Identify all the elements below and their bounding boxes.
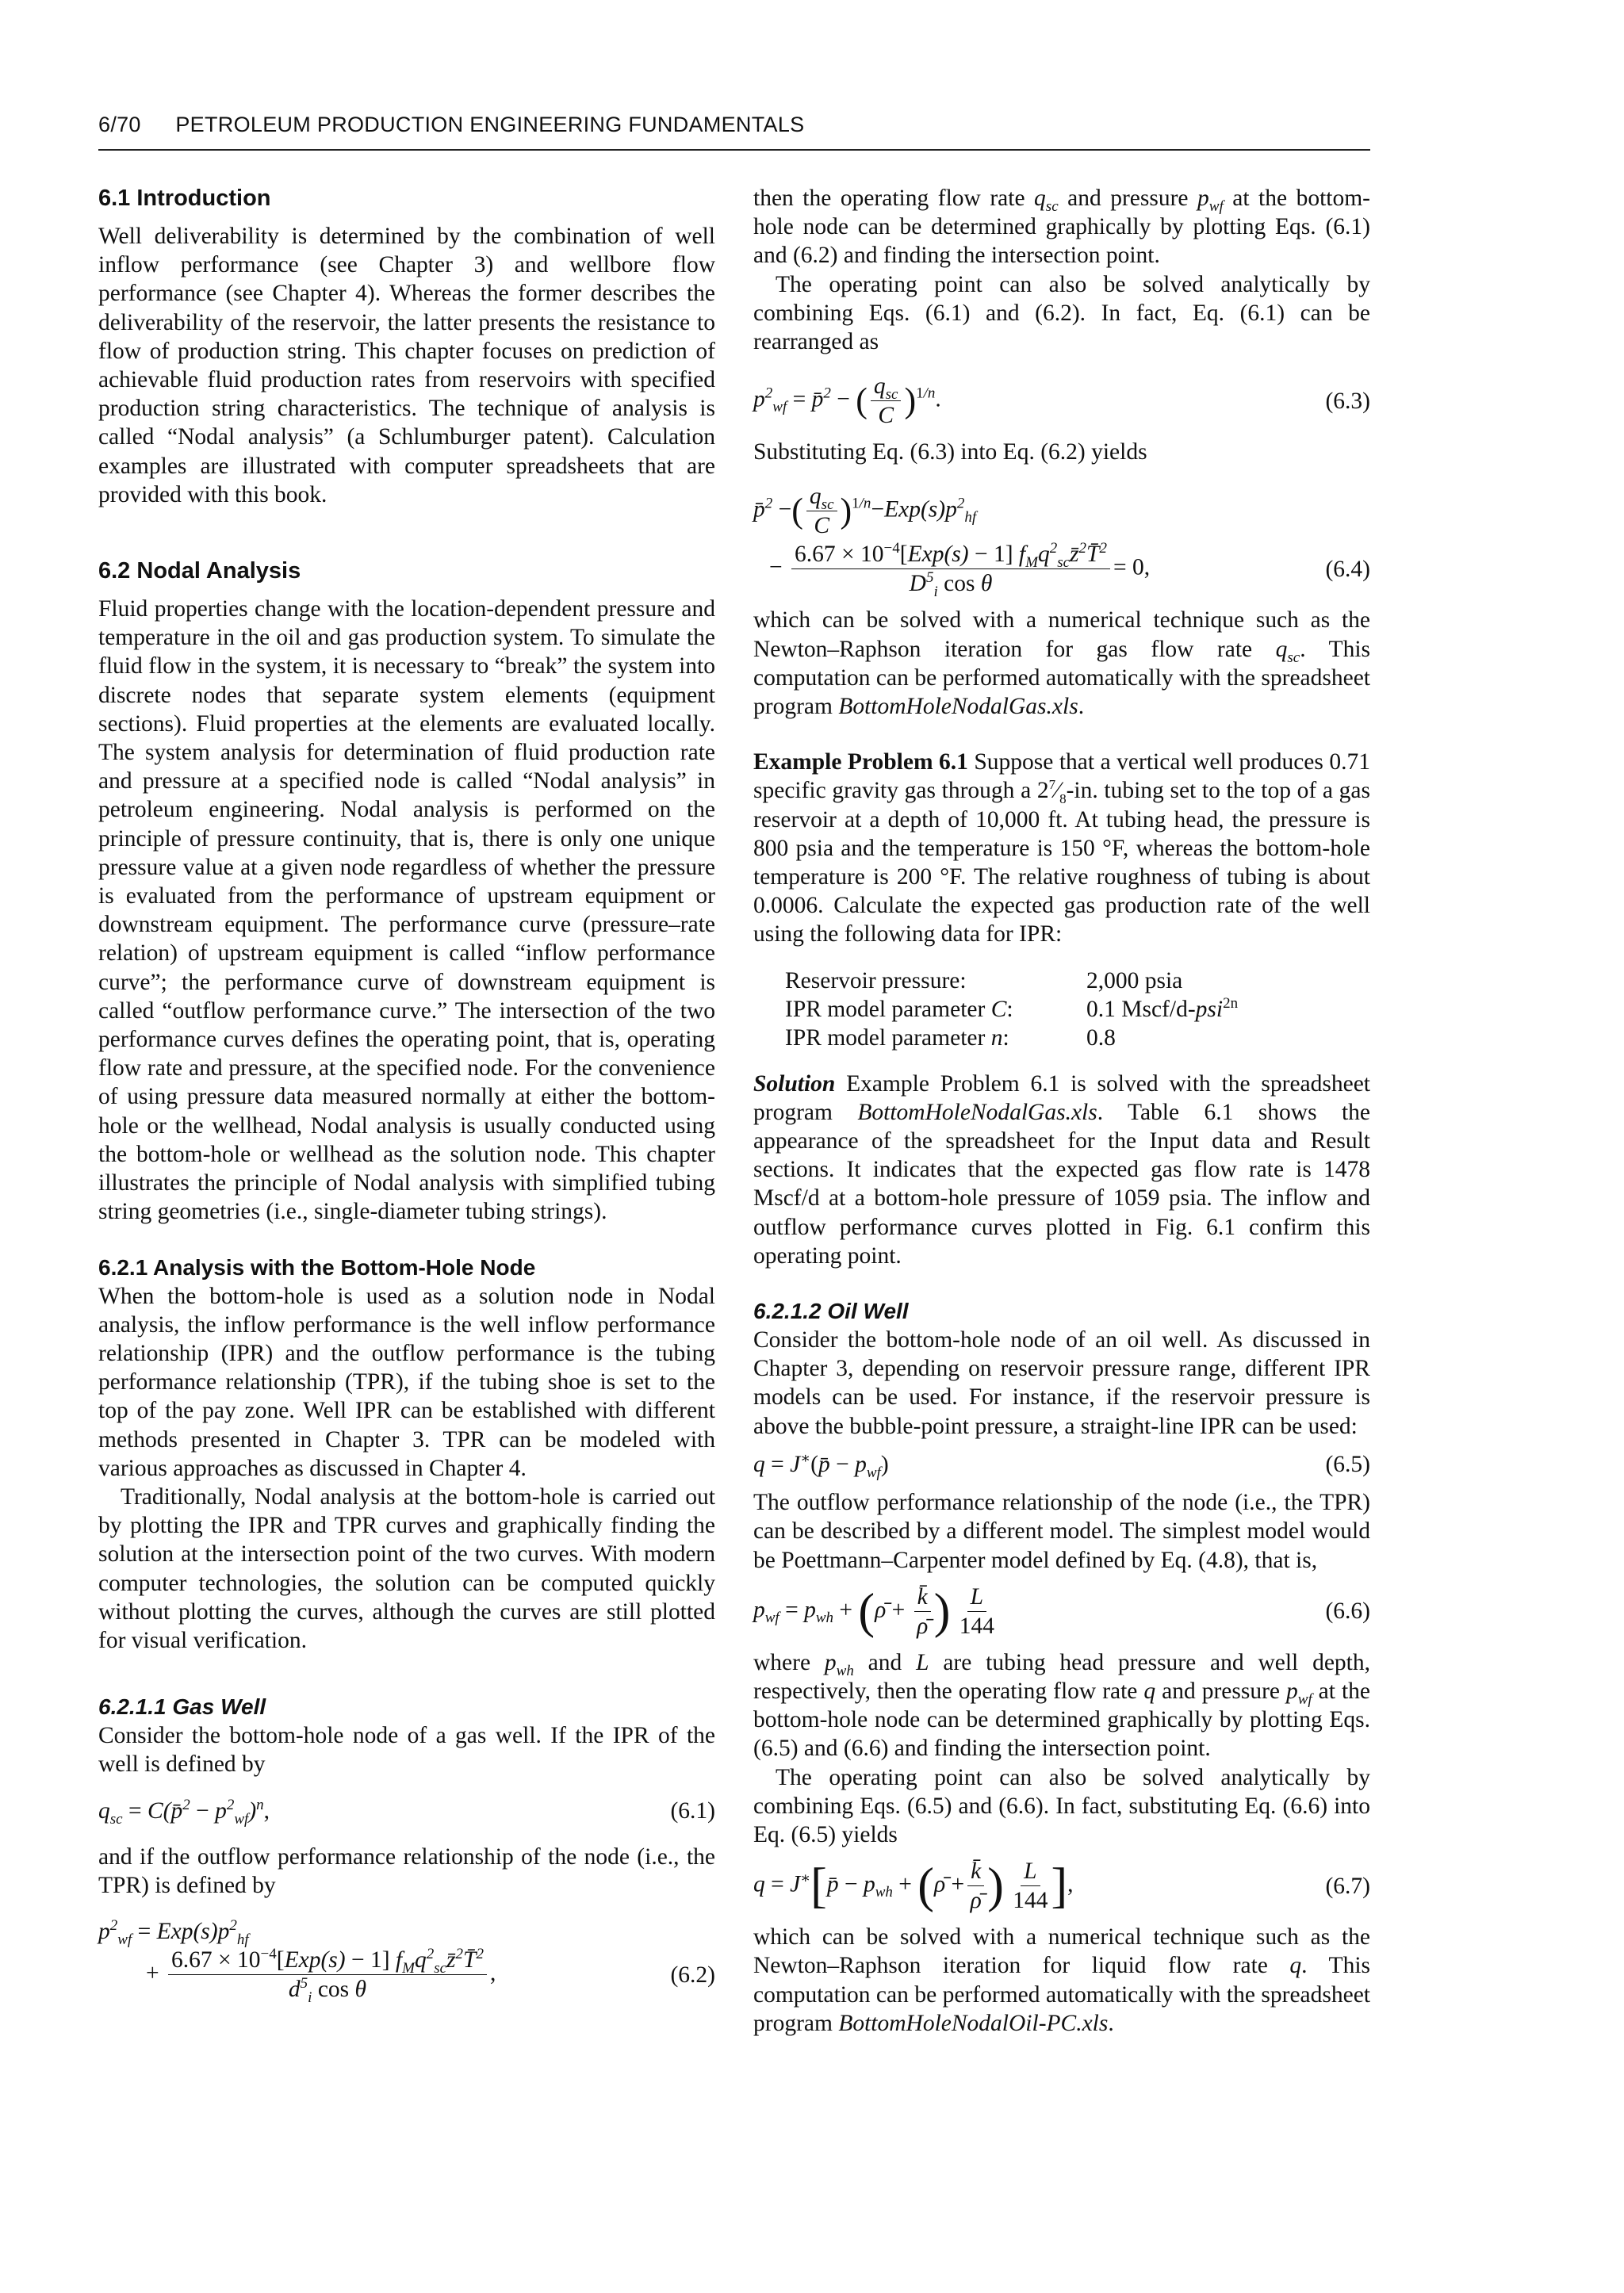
oil-well-paragraph-4: The operating point can also be solved analytically by combining Eqs. (6.5) and (6.6). In fact, substituting Eq. (6.6) into Eq. (6.5) yields bbox=[753, 1764, 1370, 1847]
running-title: PETROLEUM PRODUCTION ENGINEERING FUNDAMENTALS bbox=[175, 113, 805, 136]
right-column bbox=[753, 184, 1370, 2038]
gas-well-paragraph-2: and if the outflow performance relationship of the node (i.e., the TPR) is defined by bbox=[98, 1843, 715, 1898]
section-6-2-paragraph: Fluid properties change with the location-dependent pressure and temperature in the oil and gas production system. To simulate the fluid flow in the system, it is necessary to “break” the system into discrete nodes that separate system elements (equipment sections). Fluid properties at the elements are evaluated locally. The system analysis for determination of fluid production rate and pressure at a specified node is called “Nodal analysis” in petroleum engineering. Nodal analysis is performed on the principle of pressure continuity, that is, there is only one unique pressure value at a given node regardless of whether the pressure is evaluated from the performance of upstream equipment or downstream equipment. The performance curve (pressure–rate relation) of upstream equipment is called “inflow performance curve”; the performance curve of downstream equipment is called “outflow performance curve.” The intersection of the two performance curves defines the operating point, that is, operating flow rate and pressure, at the specified node. For the convenience of using pressure data measured normally at either the bottom-hole or the wellhead, Nodal analysis is usually conducted using the bottom-hole or wellhead as the solution node. This chapter illustrates the principle of Nodal analysis with simplified tubing string geometries (i.e., single-diameter tubing strings). bbox=[98, 596, 715, 1225]
ipr-data-table bbox=[785, 967, 1238, 1052]
section-6-2-1-paragraph-1: When the bottom-hole is used as a solution node in Nodal analysis, the inflow performance is the well inflow performance relationship (IPR) and the outflow performance is the tubing performance relationship (TPR), if the tubing shoe is set to the top of the pay zone. Well IPR can be established with different methods presented in Chapter 3. TPR can be modeled with various approaches as discussed in Chapter 4. bbox=[98, 1283, 715, 1481]
equation-6-3-number: (6.3) bbox=[1325, 388, 1370, 414]
running-header bbox=[98, 113, 1370, 137]
oil-well-paragraph-5: which can be solved with a numerical technique such as the Newton–Raphson iteration for liquid flow rate q. This computation can be performed automatically with the spreadsheet program BottomHoleNodalOil-PC.xls. bbox=[753, 1924, 1370, 2036]
equation-6-2: $p^2_{wf} = Exp(s)p^2_{hf}$ + $\frac{6.67 \times 10^{-4}[Exp(s) - 1] f_Mq^2_{sc}z̄^2T̄^2}{d^5_i \cos \theta}$ , (6.2) bbox=[98, 1917, 715, 2007]
oil-well-paragraph-3: where $p_{wh}$ and L are tubing head pressure and well depth, respectively, then the operating flow rate q and pressure $p_{wf}$ at the bottom-hole node can be determined graphically by plotting Eqs. (6.5) and (6.6) and finding the intersection point. bbox=[753, 1649, 1370, 1762]
equation-6-4: p̄$^2$ −( $\frac{q_{sc}}{C}$ )$^{1/n}-Exp(s)p^2_{hf}$ − $\frac{6.67 \times 10^{-4}[Exp(s) - 1] f_Mq^2_{sc}z̄^2T̄^2}{D^5_i \cos \theta}$ = 0, (6.4) bbox=[753, 484, 1370, 601]
spreadsheet-filename-oil: BottomHoleNodalOil-PC.xls bbox=[838, 2010, 1109, 2036]
equation-6-4-number: (6.4) bbox=[1325, 556, 1370, 582]
section-6-2-title: 6.2 Nodal Analysis bbox=[98, 558, 301, 584]
equation-6-5-number: (6.5) bbox=[1325, 1451, 1370, 1477]
right-paragraph-1: then the operating flow rate $q_{sc}$ and pressure $p_{wf}$ at the bottom-hole node can be determined graphically by plotting Eqs. (6.1) and (6.2) and finding the intersection point. bbox=[753, 186, 1370, 269]
right-paragraph-3: Substituting Eq. (6.3) into Eq. (6.2) yields bbox=[753, 439, 1147, 465]
oil-well-paragraph-1: Consider the bottom-hole node of an oil well. As discussed in Chapter 3, depending on reservoir pressure range, different IPR models can be used. For instance, if the reservoir pressure is above the bubble-point pressure, a straight-line IPR can be used: bbox=[753, 1327, 1370, 1439]
table-row: IPR model parameter C: 0.1 Mscf/d-psi$^{2n}$ bbox=[785, 994, 1239, 1022]
spreadsheet-filename-gas: BottomHoleNodalGas.xls bbox=[838, 694, 1078, 720]
right-paragraph-2: The operating point can also be solved analytically by combining Eqs. (6.1) and (6.2). In fact, Eq. (6.1) can be rearranged as bbox=[753, 271, 1370, 355]
equation-6-1-number: (6.1) bbox=[670, 1797, 715, 1824]
equation-6-5: q = J∗(p̄ − $p_{wf}$) (6.5) bbox=[753, 1450, 1370, 1481]
equation-6-6-number: (6.6) bbox=[1325, 1598, 1370, 1625]
equation-6-7: q = J∗[p̄ − $p_{wh}$ + (ρ̄ + $\frac{k̄}{\rhō}$ ) $\frac{L}{144}$ ], (6.7) bbox=[753, 1859, 1370, 1914]
oil-well-paragraph-2: The outflow performance relationship of the node (i.e., the TPR) can be described by a different model. The simplest model would be Poettmann–Carpenter model defined by Eq. (4.8), that is, bbox=[753, 1490, 1370, 1573]
table-row: Reservoir pressure: 2,000 psia bbox=[785, 967, 1183, 993]
table-row: IPR model parameter n: 0.8 bbox=[785, 1024, 1116, 1051]
equation-6-6: $p_{wf} = p_{wh}$ + (ρ̄ + $\frac{k̄}{\rhō}$ ) $\frac{L}{144}$ (6.6) bbox=[753, 1583, 1370, 1639]
right-paragraph-4: which can be solved with a numerical technique such as the Newton–Raphson iteration for gas flow rate $q_{sc}$. This computation can be performed automatically with the spreadsheet program BottomHoleNodalGas.xls. bbox=[753, 607, 1370, 720]
solution-paragraph: Solution Example Problem 6.1 is solved with the spreadsheet program BottomHoleNodalGas.xls. Table 6.1 shows the appearance of the spreadsheet for the Input data and Result sections. It indicates that the expected gas flow rate is 1478 Mscf/d at a bottom-hole pressure of 1059 psia. The inflow and outflow performance curves plotted in Fig. 6.1 confirm this operating point. bbox=[753, 1070, 1370, 1269]
equation-6-1: $q_{sc}$ = C(p̄$^2$ − $p^2_{wf})^n$, (6.1) bbox=[98, 1796, 715, 1828]
left-column bbox=[98, 184, 715, 2007]
section-6-2-1-title: 6.2.1 Analysis with the Bottom-Hole Node bbox=[98, 1254, 536, 1280]
header-rule bbox=[98, 149, 1370, 151]
equation-6-7-number: (6.7) bbox=[1325, 1873, 1370, 1899]
section-6-2-1-1-title: 6.2.1.1 Gas Well bbox=[98, 1694, 266, 1720]
gas-well-paragraph-1: Consider the bottom-hole node of a gas well. If the IPR of the well is defined by bbox=[98, 1723, 715, 1778]
section-6-2-1-2-title: 6.2.1.2 Oil Well bbox=[753, 1299, 909, 1324]
equation-6-3: $p^2_{wf}$ = p̄$^2$ − ( $\frac{q_{sc}}{C}$ )$^{1/n}$. (6.3) bbox=[753, 373, 1370, 429]
example-problem-6-1: Example Problem 6.1 Suppose that a vertical well produces 0.71 specific gravity gas through a $2^7⁄_8-in$. tubing set to the top of a gas reservoir at a depth of 10,000 ft. At tubing head, the pressure is 800 psia and the temperature is 150 °F, whereas the bottom-hole temperature is 200 °F. The relative roughness of tubing is about 0.0006. Calculate the expected gas production rate of the well using the following data for IPR: bbox=[753, 749, 1370, 947]
page-number: 6/70 bbox=[98, 113, 141, 136]
section-6-1-title: 6.1 Introduction bbox=[98, 186, 271, 211]
equation-6-2-number: (6.2) bbox=[670, 1962, 715, 1988]
section-6-2-1-paragraph-2: Traditionally, Nodal analysis at the bottom-hole is carried out by plotting the IPR and TPR curves and graphically finding the solution at the intersection point of the two curves. With modern computer technologies, the solution can be computed quickly without plotting the curves, although the curves are still plotted for visual verification. bbox=[98, 1483, 715, 1653]
section-6-1-paragraph: Well deliverability is determined by the combination of well inflow performance (see Chapter 3) and wellbore flow performance (see Chapter 4). Whereas the former describes the deliverability of the reservoir, the latter presents the resistance to flow of production string. This chapter focuses on prediction of achievable fluid production rates from reservoirs with specified production string characteristics. The technique of analysis is called “Nodal analysis” (a Schlumburger patent). Calculation examples are illustrated with computer spreadsheets that are provided with this book. bbox=[98, 224, 715, 507]
